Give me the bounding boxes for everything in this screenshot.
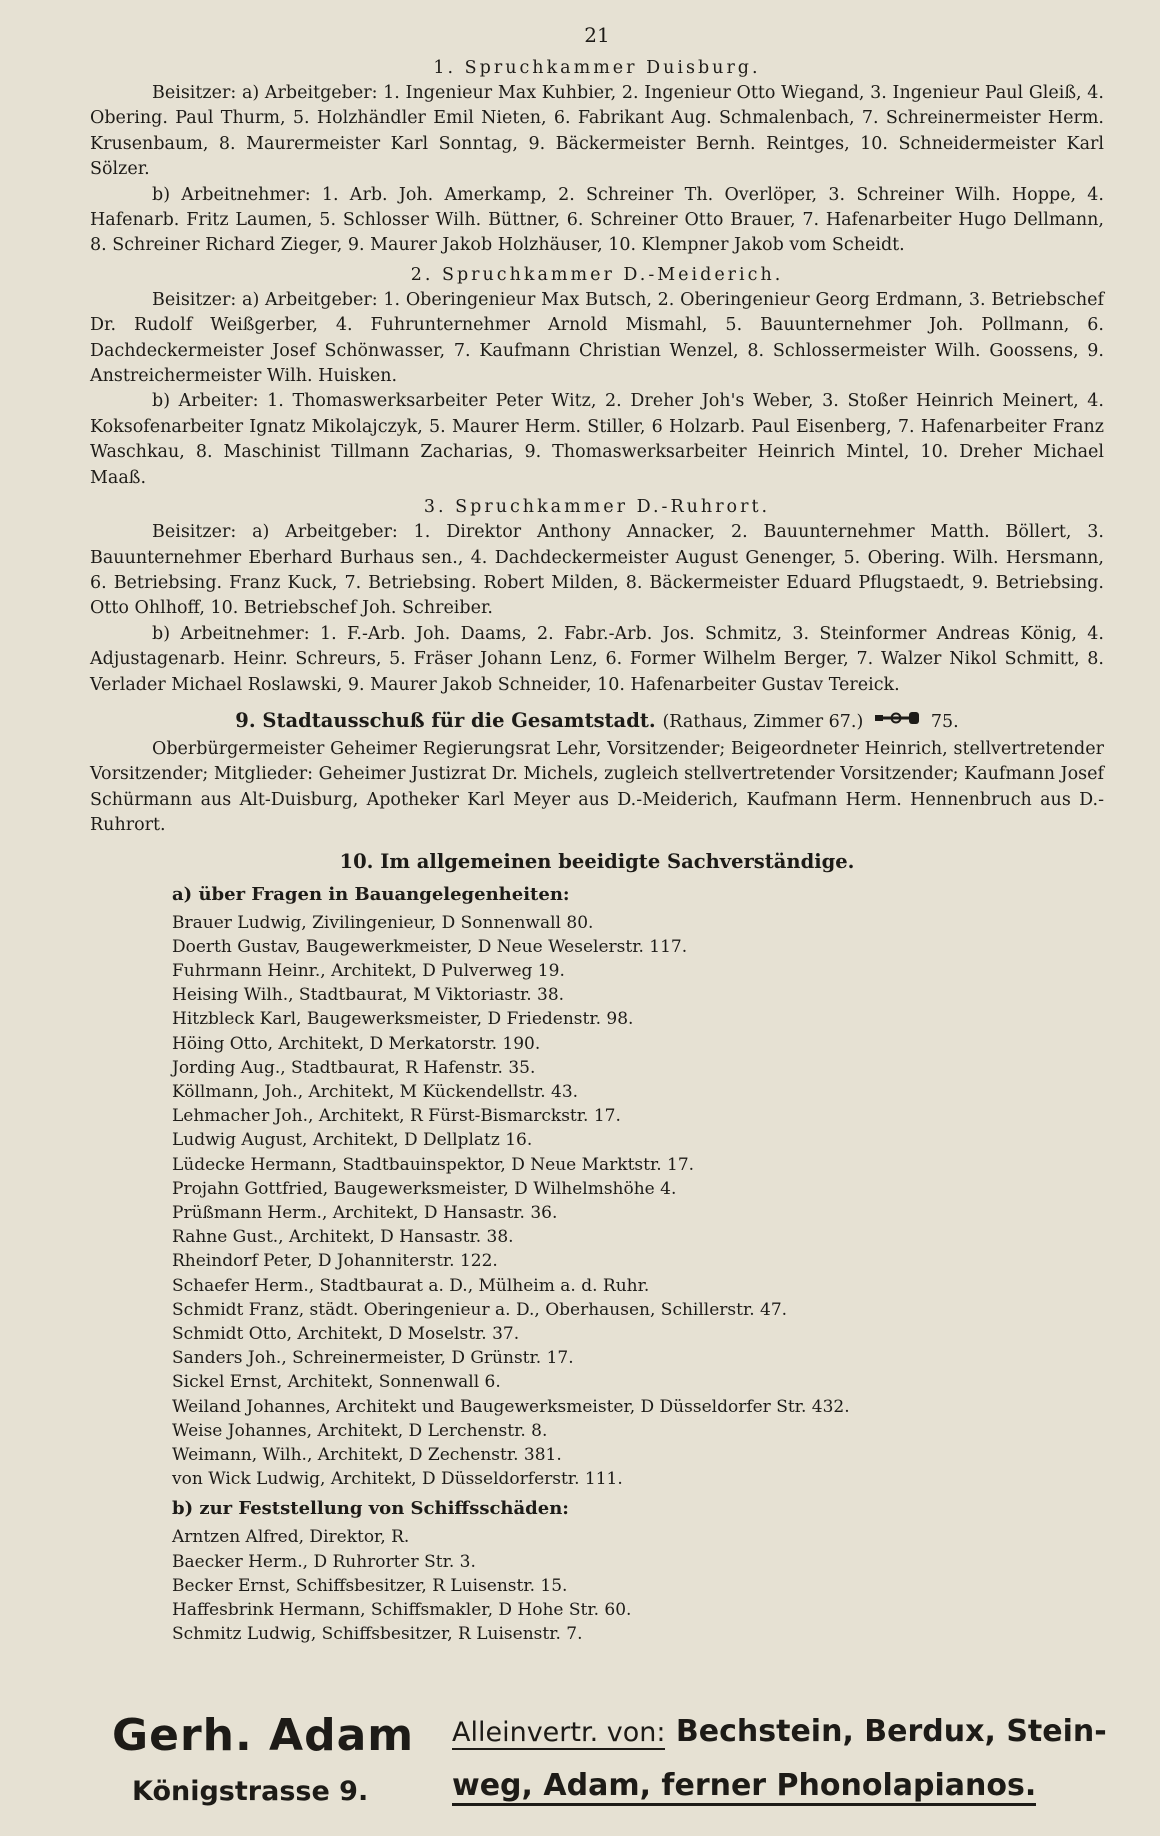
ad-address: Königstrasse 9. [132, 1776, 369, 1807]
list-item: Schmidt Franz, städt. Oberingenieur a. D., Oberhausen, Schillerstr. 47. [172, 1299, 788, 1320]
list-item: Fuhrmann Heinr., Architekt, D Pulverweg 19. [172, 960, 565, 981]
section-10-title: 10. Im allgemeinen beeidigte Sachverständige. [339, 849, 855, 873]
section-9 [90, 706, 1104, 839]
advertisement [112, 1702, 1142, 1826]
list-item: Weimann, Wilh., Architekt, D Zechenstr. 381. [172, 1445, 562, 1466]
chamber-3 [90, 495, 1104, 698]
chamber-employers: Beisitzer: a) Arbeitgeber: 1. Oberingenieur Max Butsch, 2. Oberingenieur Georg Erdmann, 3. Betriebschef Dr. Rudolf Weißgerber, 4. Fuhrunternehmer Arnold Mismahl, 5. Bauunternehmer Joh. Pollmann, 6. Dachdeckermeister Josef Schönwasser, 7. Kaufmann Christian Wenzel, 8. Schlossermeister Wilh. Goossens, 9. Anstreichermeister Wilh. Huisken. [90, 289, 1104, 387]
list-item: Lüdecke Hermann, Stadtbauinspektor, D Neue Marktstr. 17. [172, 1154, 695, 1175]
subsection-a-title: a) über Fragen in Bauangelegenheiten: [172, 883, 570, 905]
list-item: Lehmacher Joh., Architekt, R Fürst-Bismarckstr. 17. [172, 1106, 621, 1127]
list-item: Sanders Joh., Schreinermeister, D Grünstr. 17. [172, 1348, 574, 1369]
list-item: Becker Ernst, Schiffsbesitzer, R Luisenstr. 15. [172, 1575, 568, 1596]
list-item: Prüßmann Herm., Architekt, D Hansastr. 36. [172, 1203, 558, 1223]
section-9-note: (Rathaus, Zimmer 67.) [662, 711, 864, 732]
list-item: Sickel Ernst, Architekt, Sonnenwall 6. [172, 1372, 501, 1393]
list-item: Weise Johannes, Architekt, D Lerchenstr. 8. [172, 1420, 548, 1441]
phone-number: 75. [930, 711, 959, 732]
list-item: Köllmann, Joh., Architekt, M Kückendellstr. 43. [172, 1081, 579, 1102]
chamber-heading: 1. Spruchkammer Duisburg. [433, 58, 761, 78]
telephone-icon [874, 706, 920, 736]
subsection-b-title: b) zur Feststellung von Schiffsschäden: [172, 1498, 569, 1520]
chamber-heading: 3. Spruchkammer D.-Ruhrort. [423, 497, 771, 518]
list-item: Haffesbrink Hermann, Schiffsmakler, D Hohe Str. 60. [172, 1600, 632, 1621]
list-item: Rheindorf Peter, D Johanniterstr. 122. [172, 1251, 498, 1272]
chamber-workers: b) Arbeitnehmer: 1. F.-Arb. Joh. Daams, 2. Fabr.-Arb. Jos. Schmitz, 3. Steinformer Andreas König, 4. Adjustagenarb. Heinr. Schreurs, 5. Fräser Johann Lenz, 6. Former Wilhelm Berger, 7. Walzer Nikol Schmitt, 8. Verlader Michael Roslawski, 9. Maurer Jakob Schneider, 10. Hafenarbeiter Gustav Tereick. [90, 623, 1104, 695]
ad-line-1-brands: Bechstein, Berdux, Stein- [665, 1714, 1107, 1749]
list-item: Baecker Herm., D Ruhrorter Str. 3. [172, 1551, 476, 1572]
chamber-employers: Beisitzer: a) Arbeitgeber: 1. Direktor Anthony Annacker, 2. Bauunternehmer Matth. Böllert, 3. Bauunternehmer Eberhard Burhaus sen., 4. Dachdeckermeister August Genenger, 5. Obering. Wilh. Hersmann, 6. Betriebsing. Franz Kuck, 7. Betriebsing. Robert Milden, 8. Bäckermeister Eduard Pflugstaedt, 9. Betriebsing. Otto Ohlhoff, 10. Betriebschef Joh. Schreiber. [90, 522, 1104, 619]
ad-company-name: Gerh. Adam [112, 1710, 415, 1761]
list-item: Ludwig August, Architekt, D Dellplatz 16. [172, 1130, 533, 1151]
list-item: Doerth Gustav, Baugewerkmeister, D Neue Weselerstr. 117. [172, 936, 688, 957]
list-item: Schaefer Herm., Stadtbaurat a. D., Mülheim a. d. Ruhr. [172, 1275, 650, 1296]
list-item: Schmitz Ludwig, Schiffsbesitzer, R Luisenstr. 7. [172, 1624, 583, 1645]
list-item: Heising Wilh., Stadtbaurat, M Viktoriastr. 38. [172, 985, 565, 1006]
list-item: von Wick Ludwig, Architekt, D Düsseldorferstr. 111. [172, 1469, 623, 1490]
list-item: Jording Aug., Stadtbaurat, R Hafenstr. 35. [172, 1057, 536, 1078]
ad-line-1-lead: Alleinvertr. von: [452, 1717, 666, 1748]
section-9-title: 9. Stadtausschuß für die Gesamtstadt. [235, 708, 656, 732]
list-item: Hitzbleck Karl, Baugewerksmeister, D Friedenstr. 98. [172, 1009, 634, 1030]
chamber-1 [90, 56, 1104, 259]
ad-line-1 [452, 1714, 1107, 1749]
list-item: Brauer Ludwig, Zivilingenieur, D Sonnenwall 80. [172, 912, 594, 933]
section-9-text: Oberbürgermeister Geheimer Regierungsrat Lehr, Vorsitzender; Beigeordneter Heinrich, stellvertretender Vorsitzender; Mitglieder: Geheimer Justizrat Dr. Michels, zugleich stellvertretender Vorsitzender; Kaufmann Josef Schürmann aus Alt-Duisburg, Apotheker Karl Meyer aus D.-Meiderich, Kaufmann Herm. Hennenbruch aus D.-Ruhrort. [90, 738, 1104, 836]
chamber-workers: b) Arbeiter: 1. Thomaswerksarbeiter Peter Witz, 2. Dreher Joh's Weber, 3. Stoßer Heinrich Meinert, 4. Koksofenarbeiter Ignatz Mikolajczyk, 5. Maurer Herm. Stiller, 6 Holzarb. Paul Eisenberg, 7. Hafenarbeiter Franz Waschkau, 8. Maschinist Tillmann Zacharias, 9. Thomaswerksarbeiter Heinrich Mintel, 10. Dreher Michael Maaß. [90, 391, 1104, 488]
list-item: Höing Otto, Architekt, D Merkatorstr. 190. [172, 1033, 541, 1054]
section-9-title-line [90, 706, 1104, 737]
chamber-2 [90, 263, 1104, 491]
list-item: Arntzen Alfred, Direktor, R. [172, 1527, 410, 1548]
list-item: Weiland Johannes, Architekt und Baugewerksmeister, D Düsseldorfer Str. 432. [172, 1396, 850, 1417]
entries-a [172, 911, 1104, 1492]
chamber-employers: Beisitzer: a) Arbeitgeber: 1. Ingenieur Max Kuhbier, 2. Ingenieur Otto Wiegand, 3. Ingenieur Paul Gleiß, 4. Obering. Paul Thurm, 5. Holzhändler Emil Nieten, 6. Fabrikant Aug. Schmalenbach, 7. Schreinermeister Herm. Krusenbaum, 8. Maurermeister Karl Sonntag, 9. Bäckermeister Bernh. Reintges, 10. Schneidermeister Karl Sölzer. [90, 83, 1104, 180]
page-number: 21 [584, 23, 610, 47]
list-item: Projahn Gottfried, Baugewerksmeister, D Wilhelmshöhe 4. [172, 1178, 677, 1199]
list-item: Rahne Gust., Architekt, D Hansastr. 38. [172, 1227, 514, 1248]
chamber-workers: b) Arbeitnehmer: 1. Arb. Joh. Amerkamp, 2. Schreiner Th. Overlöper, 3. Schreiner Wilh. Hoppe, 4. Hafenarb. Fritz Laumen, 5. Schlosser Wilh. Büttner, 6. Schreiner Otto Brauer, 7. Hafenarbeiter Hugo Dellmann, 8. Schreiner Richard Zieger, 9. Maurer Jakob Holzhäuser, 10. Klempner Jakob vom Scheidt. [90, 184, 1104, 256]
chamber-heading: 2. Spruchkammer D.-Meiderich. [410, 264, 784, 285]
ad-line-2: weg, Adam, ferner Phonolapianos. [452, 1768, 1036, 1806]
list-item: Schmidt Otto, Architekt, D Moselstr. 37. [172, 1324, 520, 1345]
entries-b [172, 1525, 1104, 1646]
section-10 [90, 847, 1104, 1647]
